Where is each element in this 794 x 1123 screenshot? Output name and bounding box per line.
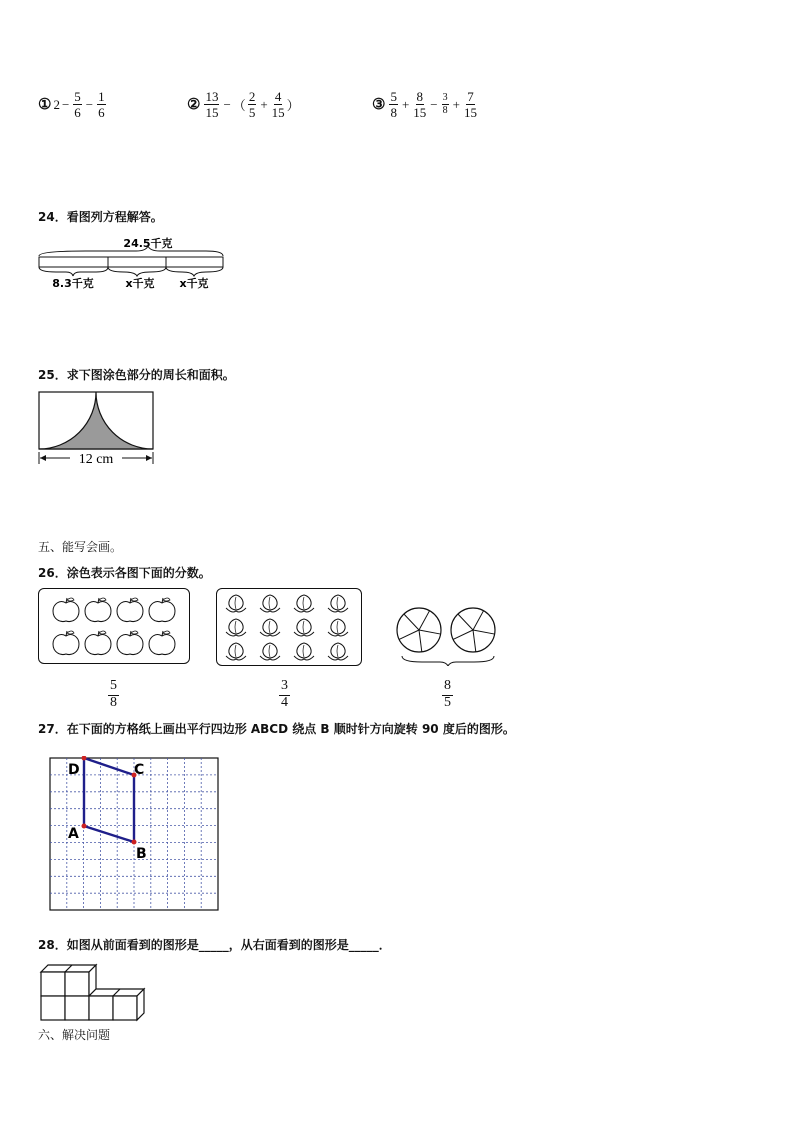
fraction: $\frac{7}{15}$ [463, 89, 477, 120]
cube-front [113, 996, 137, 1020]
segment-1-label: 8.3千克 [52, 277, 94, 290]
expression-3 [372, 90, 479, 119]
brace-2 [108, 267, 166, 276]
arrow-right-icon [146, 455, 152, 461]
fraction: $\frac{3}{8}$ [442, 92, 448, 116]
fraction-label-1: $\frac{5}{8}$ [110, 678, 117, 710]
expression-2 [187, 90, 300, 119]
bottom-brace [402, 656, 494, 666]
shaded-figure [36, 390, 158, 470]
brace-1 [39, 267, 108, 276]
question-27-title: 27．在下面的方格纸上画出平行四边形 ABCD 绕点 B 顺时针方向旋转 90 度后的图形。 [38, 722, 515, 736]
arrow-left-icon [40, 455, 46, 461]
apple-box [38, 588, 190, 664]
question-26-title: 26．涂色表示各图下面的分数。 [38, 566, 211, 580]
peach-icon [294, 619, 314, 636]
peach-icon [294, 595, 314, 612]
operator: + [401, 96, 410, 112]
apple-icon [85, 631, 111, 655]
label-b: B [136, 846, 147, 862]
peach-icon [328, 643, 348, 660]
peach-box [216, 588, 362, 666]
point-b [132, 840, 137, 845]
operator: − [223, 96, 231, 112]
fraction: $\frac{1}{6}$ [98, 89, 105, 120]
marker-1: ① [38, 97, 52, 113]
peach-grid [217, 589, 361, 665]
paren-right: ） [286, 98, 300, 113]
peach-icon [226, 643, 246, 660]
peach-icon [226, 619, 246, 636]
apple-icon [53, 631, 79, 655]
fraction: $\frac{5}{6}$ [74, 89, 81, 120]
segment-2-label: x千克 [125, 277, 155, 290]
apple-icon [149, 631, 175, 655]
point-a [82, 824, 87, 829]
apple-icon [85, 598, 111, 622]
peach-icon [260, 619, 280, 636]
operator: − [61, 96, 70, 112]
operator: + [452, 96, 460, 112]
apple-icon [117, 631, 143, 655]
cube-front [41, 972, 65, 996]
term: 2 [53, 96, 60, 112]
peach-icon [294, 643, 314, 660]
peach-icon [328, 619, 348, 636]
fraction: $\frac{4}{15}$ [271, 89, 285, 120]
circle-fractions [392, 604, 500, 666]
question-24-title: 24．看图列方程解答。 [38, 210, 163, 224]
circle-fifths [397, 608, 441, 652]
label-c: C [134, 762, 145, 778]
fraction-label-2: $\frac{3}{4}$ [281, 678, 288, 710]
section-5-heading: 五、能写会画。 [38, 540, 123, 554]
label-a: A [68, 826, 79, 842]
grid-paper [48, 756, 222, 914]
peach-icon [226, 595, 246, 612]
label-d: D [68, 762, 80, 778]
peach-icon [260, 595, 280, 612]
question-28-title: 28．如图从前面看到的图形是_____，从右面看到的图形是_____． [38, 938, 391, 952]
fraction: $\frac{2}{5}$ [248, 89, 256, 120]
question-25-title: 25．求下图涂色部分的周长和面积。 [38, 368, 235, 382]
fraction: $\frac{8}{15}$ [413, 89, 427, 120]
operator: − [85, 96, 94, 112]
total-label: 24.5千克 [123, 237, 173, 250]
dimension-label: 12 cm [78, 452, 114, 467]
segment-3-label: x千克 [179, 277, 209, 290]
marker-2: ② [187, 97, 201, 113]
cube-front [41, 996, 65, 1020]
fraction: $\frac{13}{15}$ [205, 89, 219, 120]
marker-3: ③ [372, 97, 386, 113]
peach-icon [328, 595, 348, 612]
cube-front [65, 972, 89, 996]
section-6-heading: 六、解决问题 [38, 1028, 111, 1042]
expression-1 [38, 90, 108, 119]
cube-front [89, 996, 113, 1020]
apple-grid [39, 589, 189, 663]
apple-icon [53, 598, 79, 622]
apple-icon [117, 598, 143, 622]
cube-front [65, 996, 89, 1020]
fraction: $\frac{5}{8}$ [390, 89, 397, 120]
segment-diagram [36, 232, 231, 292]
paren-left: （ [232, 98, 246, 113]
fraction-label-3: $\frac{8}{5}$ [444, 678, 451, 710]
apple-icon [149, 598, 175, 622]
circle-fifths [451, 608, 495, 652]
operator: + [260, 96, 268, 112]
bar [39, 257, 223, 267]
peach-icon [260, 643, 280, 660]
brace-3 [166, 267, 223, 276]
cube-stack [38, 962, 148, 1024]
operator: − [430, 96, 438, 112]
